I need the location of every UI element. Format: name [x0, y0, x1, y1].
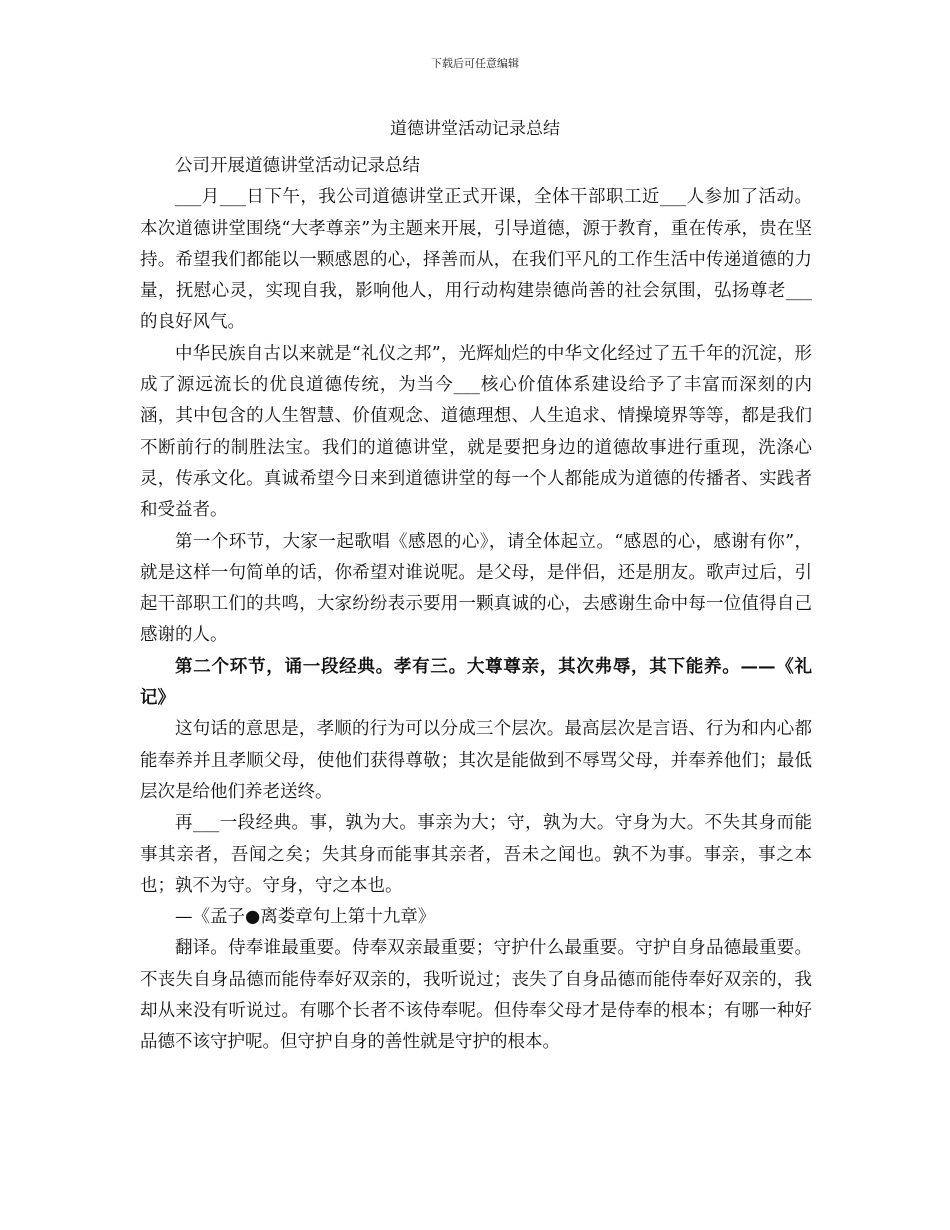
header-note: 下载后可任意编辑	[431, 57, 519, 70]
paragraph-classic: 再___一段经典。事，孰为大。事亲为大；守，孰为大。守身为大。不失其身而能事其亲者，吾闻之矣；失其身而能事其亲者，吾未之闻也。孰不为事。事亲，事之本也；孰不为守。守身，守之本也。	[140, 813, 812, 896]
paragraph-translation: 翻译。侍奉谁最重要。侍奉双亲最重要；守护什么最重要。守护自身品德最重要。不丧失自身品德而能侍奉好双亲的，我听说过；丧失了自身品德而能侍奉好双亲的，我却从来没有听说过。有哪个长者不该侍奉呢。但侍奉父母才是侍奉的根本；有哪一种好品德不该守护呢。但守护自身的善性就是守护的根本。	[140, 938, 812, 1053]
paragraph-meaning: 这句话的意思是，孝顺的行为可以分成三个层次。最高层次是言语、行为和内心都能奉养并且孝顺父母，使他们获得尊敬；其次是能做到不辱骂父母，并奉养他们；最低层次是给他们养老送终。	[140, 719, 812, 802]
paragraph-citation: —《孟子●离娄章句上第十九章》	[175, 907, 436, 928]
document-body	[140, 151, 812, 1059]
paragraph-culture: 中华民族自古以来就是“礼仪之邦”，光辉灿烂的中华文化经过了五千年的沉淀，形成了源远流长的优良道德传统，为当今___核心价值体系建设给予了丰富而深刻的内涵，其中包含的人生智慧、价值观念、道德理想、人生追求、情操境界等等，都是我们不断前行的制胜法宝。我们的道德讲堂，就是要把身边的道德故事进行重现，洗涤心灵，传承文化。真诚希望今日来到道德讲堂的每一个人都能成为道德的传播者、实践者和受益者。	[140, 343, 812, 521]
document-title: 道德讲堂活动记录总结	[390, 119, 560, 139]
paragraph-intro: ___月___日下午，我公司道德讲堂正式开课，全体干部职工近___人参加了活动。本次道德讲堂围绕“大孝尊亲”为主题来开展，引导道德，源于教育，重在传承，贵在坚持。希望我们都能以一颗感恩的心，择善而从，在我们平凡的工作生活中传递道德的力量，抚慰心灵，实现自我，影响他人，用行动构建崇德尚善的社会氛围，弘扬尊老___的良好风气。	[140, 187, 812, 333]
paragraph-second-segment: 第二个环节，诵一段经典。孝有三。大尊尊亲，其次弗辱，其下能养。——《礼记》	[140, 656, 812, 709]
paragraph-first-segment: 第一个环节，大家一起歌唱《感恩的心》，请全体起立。“感恩的心，感谢有你”，就是这样一句简单的话，你希望对谁说呢。是父母，是伴侣，还是朋友。歌声过后，引起干部职工们的共鸣，大家纷纷表示要用一颗真诚的心，去感谢生命中每一位值得自己感谢的人。	[140, 531, 812, 646]
paragraph-subtitle: 公司开展道德讲堂活动记录总结	[175, 156, 420, 176]
